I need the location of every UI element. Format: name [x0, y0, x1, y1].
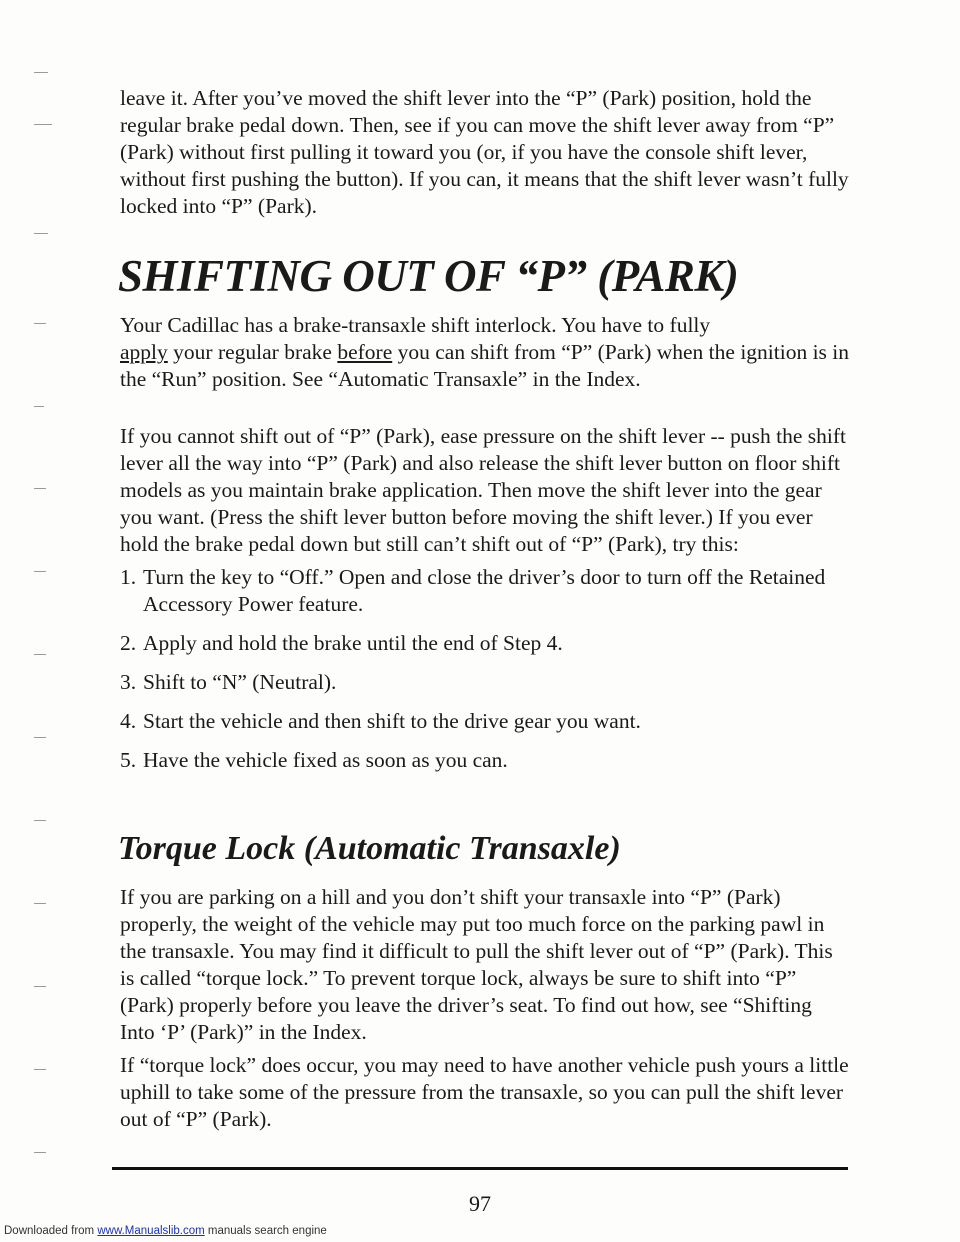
- margin-tick: [34, 72, 48, 73]
- interlock-text-3: you can shift from “P” (Park) when the ignition is in the “Run” position. See “Automatic Transaxle” in the Index.: [120, 340, 850, 391]
- margin-tick: [34, 406, 44, 407]
- step-text: Have the vehicle fixed as soon as you can.: [143, 748, 508, 772]
- footer-rule: [112, 1167, 848, 1170]
- margin-tick: [34, 903, 46, 904]
- step-item: [120, 669, 850, 696]
- steps-list: [120, 564, 850, 786]
- torque-lock-paragraph: If you are parking on a hill and you don’t shift your transaxle into “P” (Park) properly, the weight of the vehicle may put too much force on the parking pawl in the transaxle. You may find it difficult to pull the shift lever out of “P” (Park). This is called “torque lock.” To prevent torque lock, always be sure to shift into “P” (Park) properly before you leave the driver’s seat. To find out how, see “Shifting Into ‘P’ (Park)” in the Index.: [120, 885, 833, 1044]
- margin-tick: [34, 737, 46, 738]
- step-number: 2.: [120, 631, 137, 655]
- intro-paragraph: leave it. After you’ve moved the shift lever into the “P” (Park) position, hold the regular brake pedal down. Then, see if you can move the shift lever away from “P” (Park) without first pulling it toward you (or, if you have the console shift lever, without first pushing the button). If you can, it means that the shift lever wasn’t fully locked into “P” (Park).: [120, 86, 849, 218]
- step-number: 4.: [120, 709, 137, 733]
- margin-tick: [34, 571, 46, 572]
- step-text: Apply and hold the brake until the end of Step 4.: [143, 631, 563, 655]
- margin-tick: [34, 323, 46, 324]
- footer-suffix: manuals search engine: [204, 1225, 327, 1237]
- margin-tick: [34, 654, 46, 655]
- step-item: [120, 564, 850, 618]
- step-number: 1.: [120, 565, 137, 589]
- download-footer: [4, 1225, 327, 1237]
- before-underlined: before: [337, 340, 393, 364]
- step-text: Turn the key to “Off.” Open and close the driver’s door to turn off the Retained Accessory Power feature.: [143, 565, 826, 616]
- step-item: [120, 708, 850, 735]
- margin-tick: [34, 488, 46, 489]
- step-number: 5.: [120, 748, 137, 772]
- step-number: 3.: [120, 670, 137, 694]
- section-title: SHIFTING OUT OF “P” (PARK): [118, 251, 739, 301]
- margin-tick: [34, 124, 52, 125]
- page-number: 97: [469, 1191, 491, 1216]
- margin-tick: [34, 1069, 46, 1070]
- step-item: [120, 747, 850, 774]
- torque-lock-remedy-paragraph: If “torque lock” does occur, you may need to have another vehicle push yours a little uphill to take some of the pressure from the transaxle, so you can pull the shift lever out of “P” (Park).: [120, 1053, 849, 1131]
- manualslib-link[interactable]: www.Manualslib.com: [97, 1225, 205, 1237]
- margin-tick: [34, 820, 46, 821]
- step-item: [120, 630, 850, 657]
- margin-tick: [34, 1152, 46, 1153]
- step-text: Start the vehicle and then shift to the drive gear you want.: [143, 709, 641, 733]
- margin-tick: [34, 233, 48, 234]
- interlock-paragraph: [120, 312, 850, 393]
- step-text: Shift to “N” (Neutral).: [143, 670, 337, 694]
- interlock-text-1: Your Cadillac has a brake-transaxle shift interlock. You have to fully: [120, 313, 711, 337]
- footer-prefix: Downloaded from: [4, 1225, 98, 1237]
- interlock-text-2: your regular brake: [167, 340, 338, 364]
- margin-tick: [34, 986, 46, 987]
- apply-underlined: apply: [120, 340, 168, 364]
- cannot-shift-paragraph: If you cannot shift out of “P” (Park), ease pressure on the shift lever -- push the shift lever all the way into “P” (Park) and also release the shift lever button on floor shift models as you maintain brake application. Then move the shift lever into the gear you want. (Press the shift lever button before moving the shift lever.) If you ever hold the brake pedal down but still can’t shift out of “P” (Park), try this:: [120, 424, 847, 556]
- subsection-title: Torque Lock (Automatic Transaxle): [118, 830, 621, 867]
